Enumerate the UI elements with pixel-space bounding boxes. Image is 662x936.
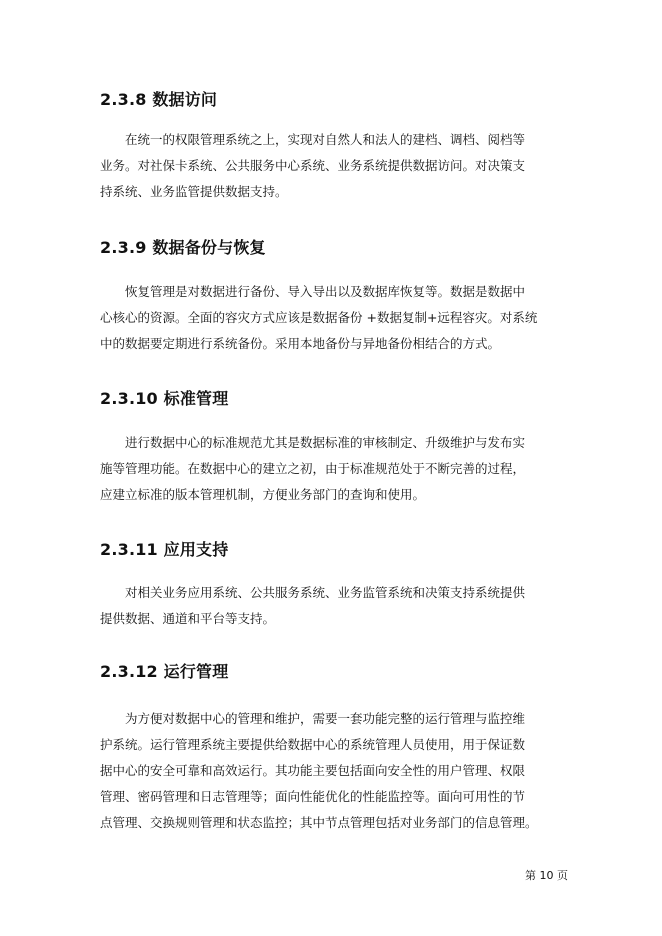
paragraph-line: 提供数据、通道和平台等支持。 bbox=[100, 611, 276, 626]
section-heading-2-3-8: 2.3.8 数据访问 bbox=[100, 90, 218, 109]
paragraph-line: 业务。对社保卡系统、公共服务中心系统、业务系统提供数据访问。对决策支 bbox=[100, 158, 526, 173]
paragraph-line: 恢复管理是对数据进行备份、导入导出以及数据库恢复等。数据是数据中 bbox=[125, 284, 526, 299]
paragraph-line: 应建立标准的版本管理机制，方便业务部门的查询和使用。 bbox=[100, 487, 426, 502]
section-heading-2-3-11: 2.3.11 应用支持 bbox=[100, 540, 229, 559]
paragraph-line: 对相关业务应用系统、公共服务系统、业务监管系统和决策支持系统提供 bbox=[125, 585, 526, 600]
paragraph-line: 施等管理功能。在数据中心的建立之初，由于标准规范处于不断完善的过程， bbox=[100, 461, 526, 476]
page-number: 第 10 页 bbox=[525, 869, 568, 882]
paragraph-line: 进行数据中心的标准规范尤其是数据标准的审核制定、升级维护与发布实 bbox=[125, 435, 526, 450]
paragraph-line: 为方便对数据中心的管理和维护，需要一套功能完整的运行管理与监控维 bbox=[125, 711, 526, 726]
paragraph-line: 持系统、业务监管提供数据支持。 bbox=[100, 184, 288, 199]
paragraph-line: 在统一的权限管理系统之上，实现对自然人和法人的建档、调档、阅档等 bbox=[125, 132, 526, 147]
section-heading-2-3-9: 2.3.9 数据备份与恢复 bbox=[100, 238, 266, 257]
section-heading-2-3-12: 2.3.12 运行管理 bbox=[100, 662, 229, 681]
paragraph-line: 心核心的资源。全面的容灾方式应该是数据备份 +数据复制+远程容灾。对系统 bbox=[100, 310, 538, 325]
paragraph-line: 中的数据要定期进行系统备份。采用本地备份与异地备份相结合的方式。 bbox=[100, 336, 501, 351]
paragraph-line: 护系统。运行管理系统主要提供给数据中心的系统管理人员使用，用于保证数 bbox=[100, 737, 526, 752]
paragraph-line: 点管理、交换规则管理和状态监控；其中节点管理包括对业务部门的信息管理。 bbox=[100, 815, 538, 830]
section-heading-2-3-10: 2.3.10 标准管理 bbox=[100, 389, 229, 408]
paragraph-line: 管理、密码管理和日志管理等；面向性能优化的性能监控等。面向可用性的节 bbox=[100, 789, 526, 804]
paragraph-line: 据中心的安全可靠和高效运行。其功能主要包括面向安全性的用户管理、权限 bbox=[100, 763, 526, 778]
